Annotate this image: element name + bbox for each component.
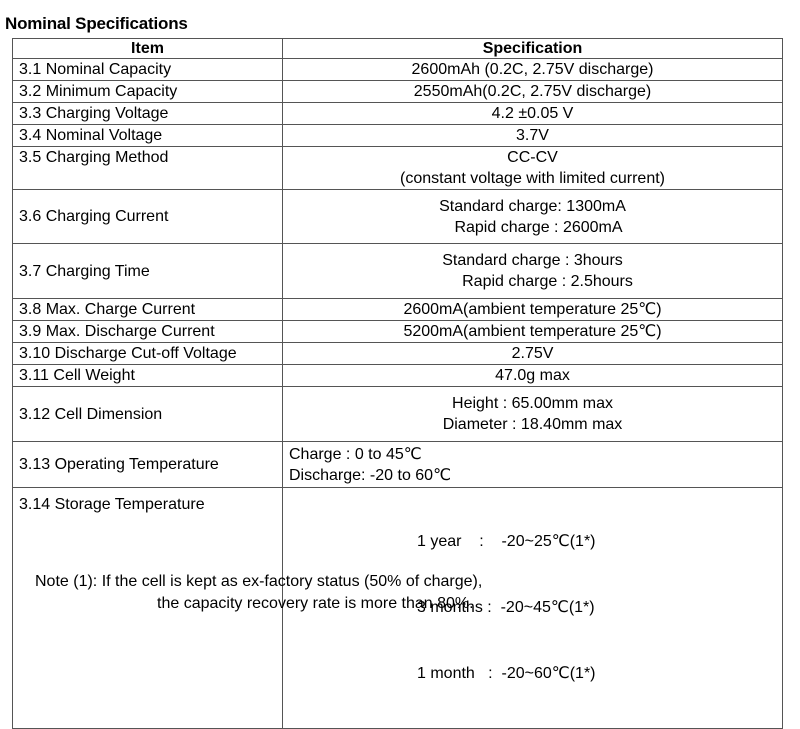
- row-item: 3.7 Charging Time: [13, 244, 283, 299]
- table-header-row: [13, 39, 783, 59]
- row-item: 3.6 Charging Current: [13, 190, 283, 244]
- row-spec: [283, 442, 783, 488]
- row-item: 3.3 Charging Voltage: [13, 103, 283, 125]
- footnote-line-1: Note (1): If the cell is kept as ex-factory status (50% of charge),: [35, 573, 483, 590]
- spec-line: Charge : 0 to 45℃: [289, 445, 422, 463]
- spec-line: 47.0g max: [495, 367, 570, 384]
- spec-line: 2.75V: [511, 345, 554, 362]
- row-item: 3.11 Cell Weight: [13, 365, 283, 387]
- spec-line: (constant voltage with limited current): [400, 170, 665, 187]
- table-row: [13, 244, 783, 299]
- page-title: Nominal Specifications: [5, 14, 188, 33]
- table-row: [13, 81, 783, 103]
- spec-line: 3.7V: [516, 127, 549, 144]
- spec-line: 2550mAh(0.2C, 2.75V discharge): [413, 83, 652, 100]
- row-item: 3.5 Charging Method: [13, 147, 283, 190]
- row-item: 3.8 Max. Charge Current: [13, 299, 283, 321]
- row-spec: [283, 59, 783, 81]
- row-spec: [283, 190, 783, 244]
- spec-line: Standard charge : 3hours: [442, 252, 623, 269]
- spec-line: 5200mA(ambient temperature 25℃): [403, 323, 662, 340]
- spec-line: 2600mAh (0.2C, 2.75V discharge): [411, 61, 654, 78]
- footnote: [35, 571, 482, 615]
- row-spec: [283, 81, 783, 103]
- spec-line: Rapid charge : 2.5hours: [462, 273, 633, 290]
- spec-line: Rapid charge : 2600mA: [454, 218, 623, 236]
- table-row: [13, 442, 783, 488]
- row-spec: [283, 103, 783, 125]
- spec-line: Height : 65.00mm max: [452, 395, 613, 412]
- row-spec: [283, 387, 783, 442]
- row-item: 3.12 Cell Dimension: [13, 387, 283, 442]
- spec-line: 4.2 ±0.05 V: [491, 105, 574, 122]
- spec-line: 1 year : -20~25℃(1*): [417, 533, 596, 550]
- row-spec: [283, 299, 783, 321]
- table-row: [13, 387, 783, 442]
- table-row: [13, 125, 783, 147]
- column-header-item: Item: [13, 39, 283, 59]
- row-spec: [283, 147, 783, 190]
- table-row: [13, 59, 783, 81]
- row-item: 3.4 Nominal Voltage: [13, 125, 283, 147]
- spec-line: CC-CV: [507, 149, 558, 166]
- row-item: 3.14 Storage Temperature: [13, 488, 283, 729]
- spec-line: 1 month : -20~60℃(1*): [417, 665, 596, 682]
- specifications-table: [12, 38, 783, 729]
- spec-line: Standard charge: 1300mA: [439, 197, 626, 215]
- spec-line: 3 months : -20~45℃(1*): [417, 599, 595, 616]
- row-spec: [283, 321, 783, 343]
- table-row: [13, 103, 783, 125]
- table-row: [13, 147, 783, 190]
- table-row: [13, 321, 783, 343]
- row-item: 3.10 Discharge Cut-off Voltage: [13, 343, 283, 365]
- spec-line: Discharge: -20 to 60℃: [289, 466, 452, 484]
- row-spec: [283, 343, 783, 365]
- row-item: 3.13 Operating Temperature: [13, 442, 283, 488]
- table-row: [13, 190, 783, 244]
- column-header-specification: Specification: [283, 39, 783, 59]
- spec-line: Diameter : 18.40mm max: [442, 416, 623, 433]
- table-row: [13, 365, 783, 387]
- row-item: 3.1 Nominal Capacity: [13, 59, 283, 81]
- row-item: 3.2 Minimum Capacity: [13, 81, 283, 103]
- row-spec: [283, 244, 783, 299]
- table-row: [13, 343, 783, 365]
- row-spec: [283, 365, 783, 387]
- spec-line: 2600mA(ambient temperature 25℃): [403, 301, 662, 318]
- row-item: 3.9 Max. Discharge Current: [13, 321, 283, 343]
- row-spec: [283, 125, 783, 147]
- footnote-line-2: the capacity recovery rate is more than 80%.: [157, 595, 474, 612]
- table-row: [13, 299, 783, 321]
